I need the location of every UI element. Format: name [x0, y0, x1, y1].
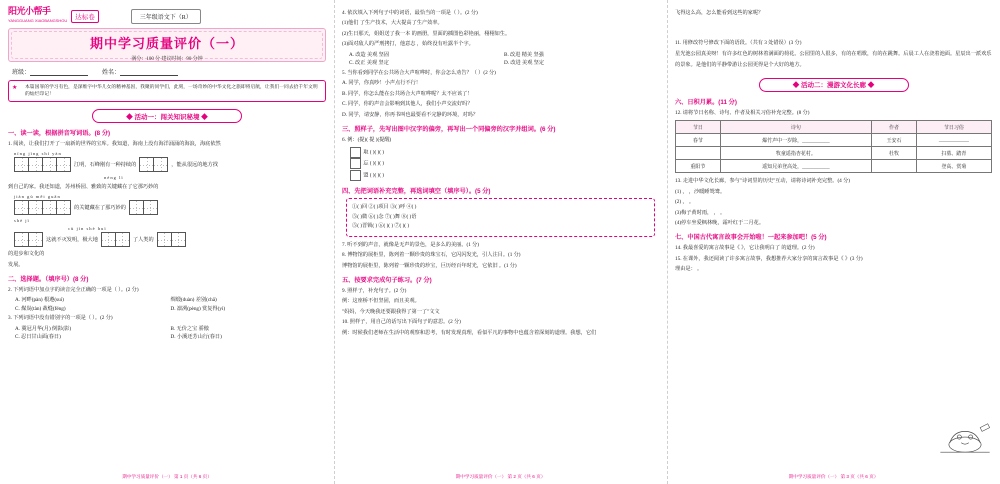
poem-cell-festival[interactable]: 春节	[676, 134, 721, 147]
grid-row-3	[14, 232, 326, 247]
tianzige-cell[interactable]	[14, 200, 29, 215]
section-3-heading: 三、照样子，先写出图中汉字的偏旁，再写出一个同偏旁的汉字并组词。(6 分)	[342, 126, 556, 134]
q13-line-1: (1) ， ，沙暖睡鸳鸯。	[675, 188, 726, 195]
bushou-row-2[interactable]	[349, 158, 659, 170]
q10-text: 10. 照样子，用自己的话写出下面句子的意思。(2 分)	[342, 319, 461, 326]
word-bank-line-2[interactable]: ⑤( )微 ⑥( )念 ⑦( )舞 ⑧( )语	[352, 213, 417, 220]
intro-note-text: 本篇国罪的学习有色，是深维字中华儿女的精神基因，我聚的同学们，此刻，一场奇妙的中华文化之旅即将启航，让我们一同去拾千年文明的灿烂印记！	[25, 85, 318, 98]
q3-option-c[interactable]: C. 忍日甘山面(春日)	[15, 334, 61, 341]
q9-line: "妈妈，今天晚我还要跟我得了第一了"文文	[342, 308, 440, 315]
word-bank-line-3[interactable]: ⑤( )晋锁( ) ⑥( )( ) ⑦( )( )	[352, 223, 410, 230]
poem-cell-author[interactable]: 王安石	[872, 134, 917, 147]
title-banner	[8, 28, 326, 62]
brand-name: 阳光小帮手	[8, 6, 51, 16]
bushou-row-1[interactable]	[349, 147, 659, 159]
q2-option-d[interactable]: D. 凛冽(pèng) 赏复得(yì)	[170, 305, 226, 312]
q4-options-row-2[interactable]	[349, 59, 659, 66]
q9-example: 例：这座桥不但坚固，而且美观。	[342, 298, 420, 305]
section-6-heading: 六、日积月累。(11 分)	[675, 98, 737, 106]
q2-text: 2. 下列词语中加点字的读音完全正确的一项是（ ）。(2 分)	[8, 286, 139, 293]
q5-option-c[interactable]: C. 同学，你的声音会影响到其他人，我们小声交流好吗？	[342, 101, 473, 108]
poem-table-header-row	[676, 121, 992, 134]
q4-option-b[interactable]: B. 改进 精美 坚强	[504, 51, 544, 58]
q2-options-row-1[interactable]	[15, 296, 326, 303]
tianzige-group-2[interactable]	[139, 157, 168, 172]
tianzige-group-6[interactable]	[101, 232, 130, 247]
q3-options-row-2[interactable]	[15, 333, 326, 340]
page-title: 期中学习质量评价（一）	[89, 36, 244, 51]
pinyin-row-4: shè jì	[14, 218, 30, 223]
footer-page-2: 期中学习质量评价（一） 第 2 页（共 6 页）	[455, 474, 546, 479]
q1-text: 1. 阅读，让我们打开了一扇新的世界的宝库。我知道，海南上没有海洋涌涌的海浪，海底依然	[8, 141, 221, 148]
q9-text: 9. 照样子，补充句子。(2 分)	[342, 287, 407, 294]
q5-option-d[interactable]: D. 同学，请安静，你再书叫也最要看不完静的环境，对吗？	[342, 112, 479, 118]
q5-text: 5. 当你看到同学在公共场合大声喧哗时，你会怎么劝告？（ ）(2 分)	[342, 69, 496, 76]
word-bank-line-1[interactable]: ①( )回 ②( )项目 ③( )呼 ④( )	[352, 204, 417, 211]
tianzige-cell[interactable]	[28, 157, 43, 172]
grid-row-1	[14, 157, 326, 172]
intro-note	[8, 80, 326, 102]
poem-th-custom: 节日习俗	[916, 121, 991, 134]
q1-text-3: 这就不灭发明，极大地	[46, 237, 98, 243]
tianzige-cell[interactable]	[153, 157, 168, 172]
q4-text: 4. 依次填入下列句子中的词语，最恰当的一项是（ ）。(2 分)	[342, 9, 478, 16]
poem-th-author: 作者	[872, 121, 917, 134]
star-icon: ★	[12, 85, 18, 91]
word-bank-box	[346, 198, 655, 236]
tianzige-cell[interactable]	[157, 232, 172, 247]
pinyin-row-2: néng lì	[104, 175, 124, 181]
poem-cell-custom[interactable]: 登高、赏菊	[916, 160, 991, 173]
q10-example: 例：时候我们老师在生活中的观察和思考，有时发现真理，看似平凡的事物中也蕴含着深刻的道理。我想，它们	[342, 329, 597, 336]
q5-option-a[interactable]: A. 同学，你真吵！小声点行不行！	[342, 80, 421, 87]
q1-text-2: 到自己的家。我还知道，苏州桥园、雅致的关键藏在了它那巧妙的	[8, 183, 159, 190]
q1-tail-text: ，能从很远的地方找	[171, 162, 218, 169]
tianzige-cell[interactable]	[14, 232, 29, 247]
poem-cell-verse[interactable]: 牧童遥指杏花村。	[720, 147, 871, 160]
char-cell[interactable]	[350, 147, 361, 158]
tianzige-cell[interactable]	[42, 200, 57, 215]
brand-logo	[8, 6, 67, 26]
tianzige-cell[interactable]	[115, 232, 130, 247]
q15-reason: 理由是： 。	[675, 266, 703, 273]
q8b-text: 博物馆的展柜里，陈列着一颗珍贵的珍宝，巨历经百年时光，它依旧 。(1 分)	[342, 262, 517, 269]
poem-cell-custom[interactable]: 扫墓、踏青	[916, 147, 991, 160]
tianzige-cell[interactable]	[129, 200, 144, 215]
tianzige-group-1[interactable]	[14, 157, 71, 172]
bushou-row-1-text: 取 ( )( )( )	[363, 149, 385, 156]
tianzige-cell[interactable]	[139, 157, 154, 172]
q11-text: 11. 用修改符号修改下面的语段。（共有 3 处错误）(3 分)	[675, 39, 802, 46]
tianzige-cell[interactable]	[28, 200, 43, 215]
table-row[interactable]	[676, 160, 992, 173]
q13-text: 13. 走进中华文化长廊，参与"诗词里的历史"互动，请将诗词补充完整。(4 分)	[675, 178, 850, 185]
tianzige-group-7[interactable]	[157, 232, 186, 247]
tianzige-group-3[interactable]	[14, 200, 71, 215]
q3-option-b[interactable]: B. 无价之宝 骄傲	[170, 325, 209, 332]
q1-mid-text: 江明，石峰刚有一种持续的	[74, 162, 137, 169]
q4-blank-1: (1)他们 了生产技术，大大提高了生产效率。	[342, 20, 443, 27]
q4-option-c[interactable]: C. 改正 美观 坚定	[349, 60, 389, 67]
section-2-heading: 二、选择题。（填序号）(8 分)	[8, 275, 89, 283]
poem-cell-custom[interactable]: ____________	[916, 134, 991, 147]
q11-passage: 星光池公园真美呀！有许多红色的树林着满面的荷花。公园里的人很多，有的在唱歌，有的在跳舞。后晨工人在浇着池面。星辰出一派欢乐的景象。是他们的平静带游让公园更得是个大好的地方。	[675, 51, 992, 69]
activity-1-tag: ◆ 活动一：闯关知识秘境 ◆	[92, 109, 242, 123]
page-3	[667, 0, 1000, 484]
q3-option-d[interactable]: D. 小溪还芳山行(春日)	[170, 334, 222, 341]
q2-option-a[interactable]: A. 河畔(pàn) 根遵(suí)	[15, 297, 64, 304]
tianzige-cell[interactable]	[42, 157, 57, 172]
class-field[interactable]	[12, 67, 88, 76]
footer-page-1: 期中学习质量评价（一） 第 1 页（共 6 页）	[122, 474, 212, 479]
pinyin-row-1: níng jìng shí yàn	[14, 151, 62, 157]
section-1-heading: 一、读一读，根据拼音写词语。(8 分)	[8, 130, 111, 138]
poem-th-festival: 节日	[676, 121, 721, 134]
tianzige-cell[interactable]	[14, 157, 29, 172]
name-label: 姓名：	[102, 70, 121, 76]
poem-cell-verse[interactable]: 遥知兄弟登高处，___________	[720, 160, 871, 173]
q15-text: 15. 在课外，我还阅读了许多寓言故事，我想推荐大家分享的寓言故事是《 》(3 分)	[675, 255, 863, 262]
tianzige-cell[interactable]	[56, 200, 71, 215]
poem-table	[675, 120, 992, 173]
page-1	[0, 0, 334, 484]
q1-text-6: 发展。	[8, 261, 24, 268]
footer-page-3: 期中学习质量评价（一） 第 3 页（共 6 页）	[788, 474, 879, 479]
q13-line-2: (2) ， 。	[675, 199, 695, 206]
q-carryover-text: 飞得这么高，怎么能看到这些的家呢？	[675, 9, 764, 16]
q13-line-4: (4)停车坐爱枫林晚，霜叶红于二月花。	[675, 220, 765, 227]
tianzige-cell[interactable]	[56, 157, 71, 172]
student-info-row	[8, 67, 326, 76]
score-time-line: 满分：100 分 建议时间：90 分钟	[131, 57, 203, 62]
q14-text: 14. 我最喜爱的寓言故事是《 》，它让我明白了 的道理。(2 分)	[675, 245, 815, 252]
activity-2-tag: ◆ 活动二：漫游文化长廊 ◆	[759, 78, 909, 92]
q1-text-5: 的进步和文化的	[8, 251, 45, 257]
class-label: 班级：	[12, 70, 31, 76]
q4-option-a[interactable]: A. 改造 美观 坚固	[349, 51, 390, 58]
q1-mid-text-2: 的关键藏在了那巧妙的	[74, 205, 126, 211]
q3-text: 3. 下列词语中没有错别字的一项是（ ）。(2 分)	[8, 315, 113, 322]
poem-cell-festival[interactable]: 重阳节	[676, 160, 721, 173]
tianzige-cell[interactable]	[28, 232, 43, 247]
q1-text-4: 了人类的	[132, 237, 154, 243]
q2-options-row-2[interactable]	[15, 305, 326, 312]
q13-line-3: (3)梅子黄时雨， ， 。	[675, 209, 726, 216]
section-4-heading: 四、先把词语补充完整，再选词填空（填序号）。(5 分)	[342, 188, 491, 196]
tianzige-group-5[interactable]	[14, 232, 43, 247]
pinyin-row-3: jiàn gù měi guān	[14, 194, 61, 199]
q4-options-row-1[interactable]	[349, 51, 659, 58]
section-5-heading: 五、按要求完成句子练习。(7 分)	[342, 276, 432, 284]
q12-text: 12. 请将节日名称、诗句、作者及相关习俗补充完整。(8 分)	[675, 109, 810, 116]
q2-option-c[interactable]: C. 煤炭(tàn) 裁缝(féng)	[15, 305, 66, 312]
brand-subtitle: YANGGUANG XIAOBANGSHOU	[8, 18, 68, 23]
name-field[interactable]	[102, 67, 178, 76]
table-row[interactable]	[676, 134, 992, 147]
q4-blank-2: (2)生日那天，姐姐送了我一本 的画册，里面的插图色彩艳丽，栩栩如生。	[342, 30, 511, 37]
poem-cell-author[interactable]: 杜牧	[872, 147, 917, 160]
tianzige-cell[interactable]	[101, 232, 116, 247]
q7-text: 7. 听不到的声音，就像是无声的景色，是多么的美丽。(1 分)	[342, 241, 480, 248]
poem-cell-verse[interactable]: 爆竹声中一岁除，___________	[720, 134, 871, 147]
q2-option-b[interactable]: 绸缎(duàn) 差别(chā)	[170, 297, 217, 304]
q3-options-row-1[interactable]	[15, 325, 326, 332]
tianzige-group-4[interactable]	[129, 200, 158, 215]
q8-text: 8. 博物馆的展柜里，陈列着一颗珍贵的珠宝石，它闪闪发光，引人注目。(1 分)	[342, 252, 521, 259]
bushou-row-2-text: 忘 ( )( )( )	[363, 160, 385, 167]
bushou-row-3[interactable]	[349, 170, 659, 182]
brand-badge: 达标卷	[71, 10, 99, 23]
page-2	[334, 0, 667, 484]
cartoon-doodle-icon	[936, 420, 994, 456]
pinyin-row-5: cù jìn shè huì	[68, 226, 107, 231]
bushou-row-3-text: 盟 ( )( )( )	[363, 172, 385, 179]
grade-label: 三年级语文下（R）	[131, 9, 201, 24]
poem-cell-author[interactable]	[872, 160, 917, 173]
char-cell[interactable]	[350, 158, 361, 169]
table-row[interactable]	[676, 147, 992, 160]
q4-option-d[interactable]: D. 改进 美观 坚定	[504, 60, 545, 67]
section-7-heading: 七、中国古代寓言故事会开始啦！一起来参加吧！(5 分)	[675, 234, 827, 242]
bushou-rows	[349, 147, 659, 182]
char-cell[interactable]	[350, 170, 361, 181]
poem-th-verse: 诗句	[720, 121, 871, 134]
poem-cell-festival[interactable]	[676, 147, 721, 160]
q6-example: 6. 例：(提)( 提 )(提醒)	[342, 137, 392, 144]
q3-option-a[interactable]: A. 冀冠月华(月) 倒影(影)	[15, 325, 72, 332]
tianzige-cell[interactable]	[143, 200, 158, 215]
q5-option-b[interactable]: B. 同学，你怎么能在公共场合大声喧哗呢？太不应该了！	[342, 90, 473, 97]
q4-blank-3: (3)面对敌人的严刑拷打，他意志 ，始终没有吐露半个字。	[342, 41, 474, 48]
grid-row-2	[14, 200, 326, 215]
tianzige-cell[interactable]	[171, 232, 186, 247]
header-row	[8, 6, 326, 26]
